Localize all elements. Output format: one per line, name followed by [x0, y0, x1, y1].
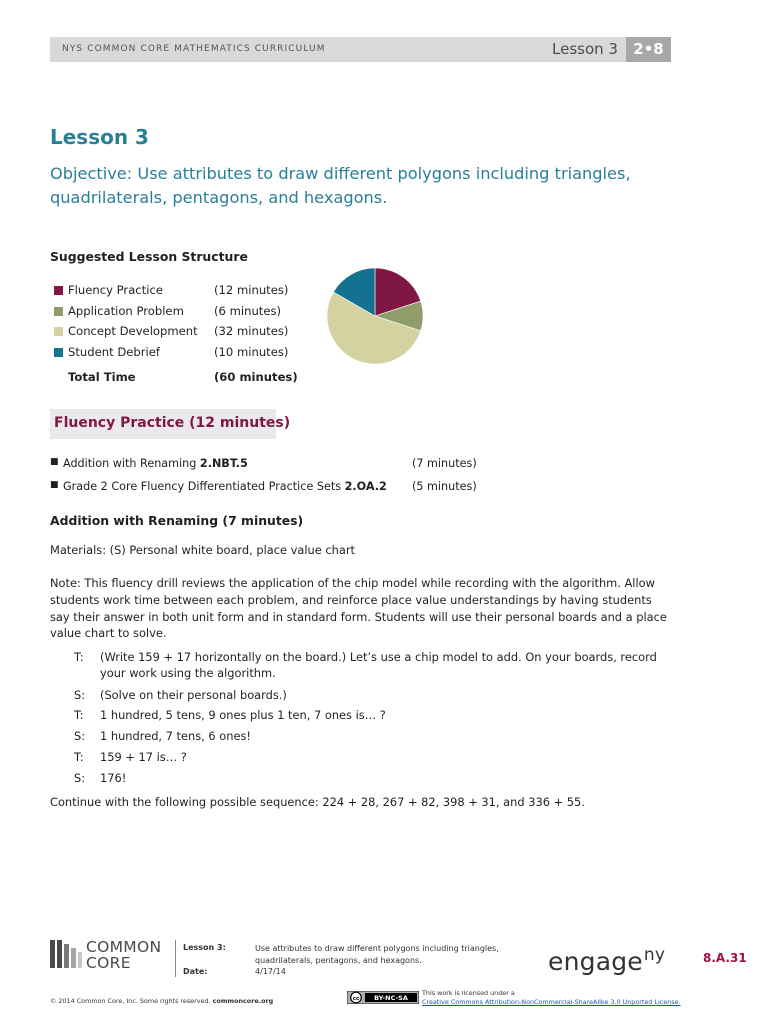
addition-heading: Addition with Renaming (7 minutes) — [50, 513, 304, 528]
page-number: 8.A.31 — [703, 951, 747, 965]
objective-text: Objective: Use attributes to draw different polygons including triangles, quadrilaterals, pentagons, and hexagons. — [50, 164, 631, 207]
speaker: T: — [74, 750, 84, 764]
utterance: 1 hundred, 5 tens, 9 ones plus 1 ten, 7 ones is… ? — [100, 708, 386, 722]
structure-label: Student Debrief — [68, 345, 160, 359]
lesson-title: Lesson 3 — [50, 125, 149, 149]
continue-text: Continue with the following possible sequence: 224 + 28, 267 + 82, 398 + 31, and 336 + 55. — [50, 795, 585, 809]
bullet-icon: ■ — [50, 480, 59, 490]
legend-swatch — [54, 327, 63, 336]
utterance: (Solve on their personal boards.) — [100, 688, 287, 702]
fluency-heading: Fluency Practice (12 minutes) — [54, 415, 291, 431]
structure-label: Concept Development — [68, 324, 198, 338]
bullet-standard: 2.OA.2 — [344, 480, 387, 493]
speaker: S: — [74, 771, 86, 785]
header-lesson: Lesson 3 — [552, 40, 618, 58]
total-time-label: Total Time — [68, 370, 136, 384]
speaker: S: — [74, 688, 86, 702]
bullet-time: (5 minutes) — [412, 480, 477, 493]
common-core-logo-icon — [50, 940, 82, 968]
footer-date-label: Date: — [183, 967, 208, 976]
utterance: 159 + 17 is… ? — [100, 750, 187, 764]
structure-time: (10 minutes) — [214, 345, 289, 359]
structure-label: Application Problem — [68, 304, 184, 318]
utterance: 1 hundred, 7 tens, 6 ones! — [100, 729, 251, 743]
utterance: 176! — [100, 771, 127, 785]
bullet-standard: 2.NBT.5 — [199, 457, 248, 470]
bullet-text: Grade 2 Core Fluency Differentiated Practice Sets — [63, 480, 345, 493]
engageny-logo: engage$^{ny}$ — [548, 945, 666, 976]
speaker: T: — [74, 650, 84, 664]
total-time-value: (60 minutes) — [214, 370, 298, 384]
copyright-link[interactable]: commoncore.org — [212, 997, 274, 1005]
curriculum-label: NYS COMMON CORE MATHEMATICS CURRICULUM — [62, 44, 326, 54]
structure-time: (32 minutes) — [214, 324, 289, 338]
structure-time: (6 minutes) — [214, 304, 282, 318]
footer-description: Use attributes to draw different polygons including triangles, quadrilaterals, pentagons, and hexagons. — [255, 944, 499, 965]
bullet-text: Addition with Renaming — [63, 457, 200, 470]
license-link[interactable]: Creative Commons Attribution-NonCommercial-ShareAlike 3.0 Unported License. — [422, 998, 681, 1006]
svg-text:cc: cc — [352, 995, 360, 1002]
structure-title: Suggested Lesson Structure — [50, 249, 248, 264]
speaker: S: — [74, 729, 86, 743]
utterance: (Write 159 + 17 horizontally on the board.) Let’s use a chip model to add. On your boards, record your work using the algorithm. — [100, 650, 657, 680]
legend-swatch — [54, 286, 63, 295]
module-badge: 2•8 — [626, 37, 671, 62]
speaker: T: — [74, 708, 84, 722]
creative-commons-badge-icon — [347, 991, 419, 1004]
materials-text: Materials: (S) Personal white board, place value chart — [50, 543, 355, 557]
copyright-text: © 2014 Common Core, Inc. Some rights reserved. commoncore.org — [50, 997, 274, 1005]
svg-text:BY-NC-SA: BY-NC-SA — [374, 994, 408, 1002]
common-core-logo-text: COMMON CORE — [86, 938, 162, 972]
legend-swatch — [54, 307, 63, 316]
structure-label: Fluency Practice — [68, 283, 163, 297]
bullet-time: (7 minutes) — [412, 457, 477, 470]
footer-divider — [175, 940, 176, 977]
license-text: This work is licensed under a — [422, 989, 515, 997]
structure-time: (12 minutes) — [214, 283, 289, 297]
note-text: Note: This fluency drill reviews the application of the chip model while recording with the algorithm. Allow students work time between each problem, and reinforce place value understandings by having students say their answer in both unit form and in standard form. Students will use their personal boards and a place value chart to solve. — [50, 576, 667, 641]
lesson-pie-chart — [325, 265, 425, 367]
footer-date: 4/17/14 — [255, 967, 286, 976]
footer-lesson-label: Lesson 3: — [183, 943, 226, 952]
bullet-icon: ■ — [50, 457, 59, 467]
legend-swatch — [54, 348, 63, 357]
